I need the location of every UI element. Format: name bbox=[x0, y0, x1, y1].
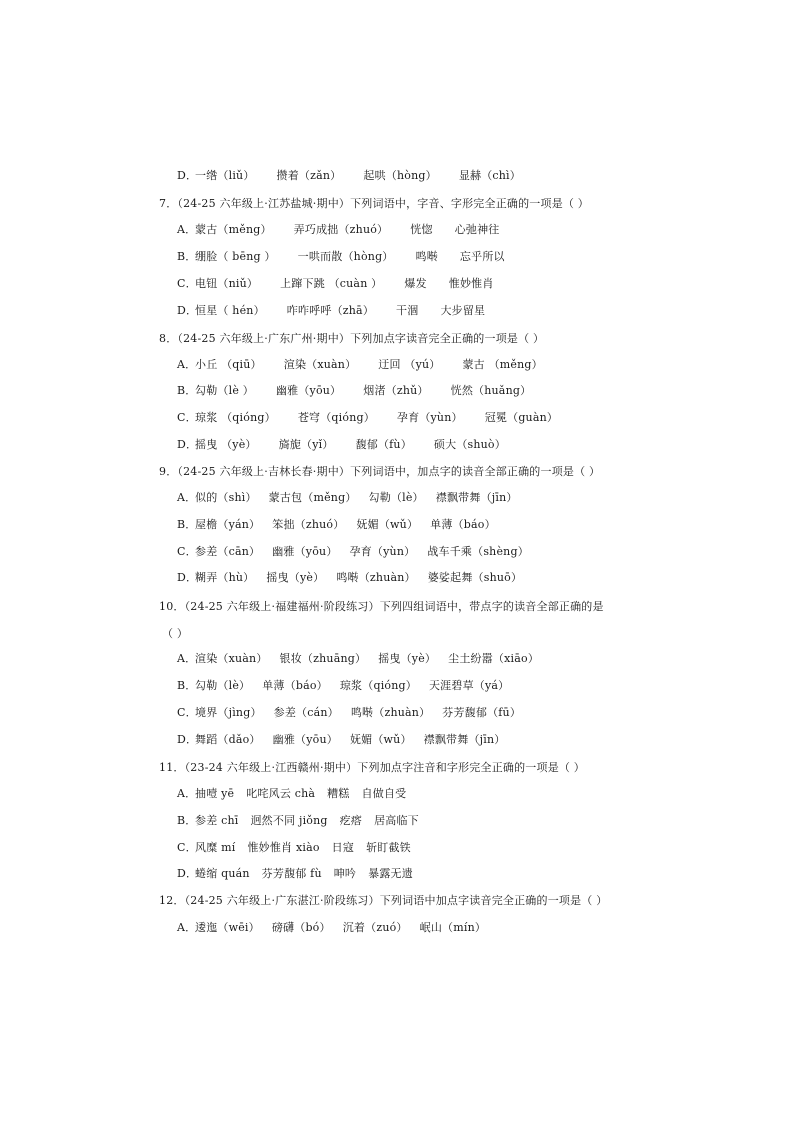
option-label: C． bbox=[177, 277, 197, 290]
option-label: B． bbox=[177, 518, 197, 531]
question-stem: 11．（23-24 六年级上·江西赣州·期中）下列加点字注音和字形完全正确的一项是（ ） bbox=[159, 761, 585, 774]
answer-option bbox=[177, 357, 565, 373]
option-word: 战车千乘（shèng） bbox=[427, 545, 529, 558]
option-word: 惟妙惟肖 xiào bbox=[247, 841, 320, 854]
option-label: A． bbox=[177, 491, 197, 504]
option-label: A． bbox=[177, 787, 197, 800]
option-word: 风糜 mí bbox=[195, 841, 236, 854]
option-word: 叱咤风云 chà bbox=[246, 787, 316, 800]
option-word: 蒙古 （měng） bbox=[462, 358, 543, 371]
option-word: 咋咋呼呼（zhā） bbox=[286, 304, 375, 317]
option-word: 迥然不同 jiǒng bbox=[250, 814, 328, 827]
option-word: 显赫（chì） bbox=[458, 169, 521, 182]
option-word: 馥郁（fù） bbox=[355, 438, 412, 451]
option-word: 起哄（hòng） bbox=[363, 169, 437, 182]
answer-option bbox=[177, 517, 508, 533]
option-word: 参差 chī bbox=[195, 814, 239, 827]
option-word: 似的（shì） bbox=[195, 491, 257, 504]
answer-option bbox=[177, 303, 507, 319]
option-word: 鸣啭（zhuàn） bbox=[336, 571, 416, 584]
option-word: 岷山（mín） bbox=[419, 921, 487, 934]
option-word: 日寇 bbox=[331, 841, 355, 854]
option-word: 糊弄（hù） bbox=[195, 571, 255, 584]
option-word: 抽噎 yē bbox=[195, 787, 235, 800]
option-word: 忘乎所以 bbox=[459, 250, 505, 263]
answer-option bbox=[177, 249, 527, 265]
option-word: 爆发 bbox=[404, 277, 427, 290]
option-word: 心弛神往 bbox=[454, 223, 500, 236]
answer-option bbox=[177, 651, 551, 667]
option-word: 冠冕（guàn） bbox=[484, 411, 559, 424]
option-word: 襟飘带舞（jīn） bbox=[423, 733, 506, 746]
option-word: 居高临下 bbox=[374, 814, 419, 827]
option-word: 糟糕 bbox=[327, 787, 350, 800]
option-word: 干涸 bbox=[396, 304, 419, 317]
answer-option bbox=[177, 813, 431, 829]
option-word: 摇曳（yè） bbox=[378, 652, 437, 665]
option-word: 琼浆（qióng） bbox=[339, 679, 417, 692]
question-stem: 9．（24-25 六年级上·吉林长春·期中）下列词语中，加点字的读音全部正确的一项是（ ） bbox=[159, 465, 601, 478]
option-word: 笨拙（zhuó） bbox=[272, 518, 345, 531]
option-word: 幽雅（yōu） bbox=[272, 733, 338, 746]
question-stem: 12．（24-25 六年级上·广东湛江·阶段练习）下列词语中加点字读音完全正确的一项是（ ） bbox=[159, 894, 608, 907]
option-word: 芬芳馥郁（fū） bbox=[442, 706, 522, 719]
question-stem: 8．（24-25 六年级上·广东广州·期中）下列加点字读音完全正确的一项是（ ） bbox=[159, 332, 545, 345]
option-word: 恍惚 bbox=[410, 223, 433, 236]
option-word: 小丘 （qiū） bbox=[195, 358, 262, 371]
option-label: C． bbox=[177, 841, 197, 854]
option-label: C． bbox=[177, 706, 197, 719]
option-word: 幽雅（yōu） bbox=[272, 545, 338, 558]
answer-option bbox=[177, 490, 530, 506]
answer-option bbox=[177, 786, 418, 802]
option-word: 鸣啭（zhuàn） bbox=[350, 706, 431, 719]
option-word: 绷脸（ bēng ） bbox=[195, 250, 276, 263]
option-word: 上蹿下跳 （cuàn ） bbox=[280, 277, 383, 290]
option-word: 惟妙惟肖 bbox=[448, 277, 494, 290]
answer-option bbox=[177, 410, 580, 426]
option-word: 襟飘带舞（jīn） bbox=[435, 491, 518, 504]
option-word: 一哄而散（hòng） bbox=[297, 250, 394, 263]
option-word: 芬芳馥郁 fù bbox=[261, 867, 322, 880]
option-word: 电钮（niǔ） bbox=[195, 277, 259, 290]
option-word: 渲染（xuàn） bbox=[195, 652, 268, 665]
option-word: 一绺（liǔ） bbox=[195, 169, 255, 182]
option-word: 参差（cān） bbox=[195, 545, 261, 558]
option-word: 蒙古包（měng） bbox=[268, 491, 357, 504]
option-word: 烟渚（zhǔ） bbox=[363, 384, 429, 397]
answer-option bbox=[177, 168, 543, 184]
option-word: 逶迤（wēi） bbox=[195, 921, 260, 934]
option-word: 苍穹（qióng） bbox=[297, 411, 375, 424]
option-label: C． bbox=[177, 545, 197, 558]
option-word: 攒着（zǎn） bbox=[276, 169, 342, 182]
option-label: B． bbox=[177, 250, 197, 263]
answer-option bbox=[177, 570, 534, 586]
option-label: B． bbox=[177, 679, 197, 692]
option-word: 恒星（ hén） bbox=[195, 304, 265, 317]
option-word: 硕大（shuò） bbox=[433, 438, 506, 451]
option-label: D． bbox=[177, 304, 198, 317]
question-stem: 7．（24-25 六年级上·江苏盐城·期中）下列词语中，字音、字形完全正确的一项是（ ） bbox=[159, 197, 589, 210]
option-word: 勾勒（lè） bbox=[368, 491, 424, 504]
option-word: 单薄（báo） bbox=[262, 679, 328, 692]
answer-option bbox=[177, 544, 541, 560]
option-word: 妩媚（wǔ） bbox=[349, 733, 412, 746]
option-word: 境界（jìng） bbox=[195, 706, 262, 719]
option-word: 斩盯截铁 bbox=[366, 841, 411, 854]
option-word: 呻吟 bbox=[333, 867, 357, 880]
option-word: 渲染（xuàn） bbox=[283, 358, 357, 371]
option-word: 弄巧成拙（zhuó） bbox=[293, 223, 389, 236]
option-label: D． bbox=[177, 169, 198, 182]
option-label: A． bbox=[177, 223, 197, 236]
option-label: B． bbox=[177, 814, 197, 827]
option-word: 蒙古（měng） bbox=[195, 223, 272, 236]
option-label: A． bbox=[177, 652, 197, 665]
option-label: A． bbox=[177, 358, 197, 371]
option-word: 磅礴（bó） bbox=[271, 921, 331, 934]
option-word: 摇曳（yè） bbox=[266, 571, 325, 584]
option-label: A． bbox=[177, 921, 197, 934]
answer-option bbox=[177, 437, 528, 453]
answer-option bbox=[177, 840, 423, 856]
question-stem: 10．（24-25 六年级上·福建福州·阶段练习）下列四组词语中，带点字的读音全部正确的是 bbox=[159, 600, 604, 613]
option-word: 沉着（zuó） bbox=[342, 921, 408, 934]
answer-option bbox=[177, 276, 516, 292]
option-word: 幽雅（yōu） bbox=[275, 384, 342, 397]
option-word: 疙瘩 bbox=[339, 814, 363, 827]
option-word: 天涯碧草（yá） bbox=[428, 679, 510, 692]
option-word: 摇曳 （yè） bbox=[195, 438, 257, 451]
answer-option bbox=[177, 222, 521, 238]
option-word: 自做自受 bbox=[361, 787, 407, 800]
option-label: D． bbox=[177, 571, 198, 584]
answer-option bbox=[177, 732, 517, 748]
option-word: 大步留星 bbox=[440, 304, 486, 317]
answer-blank: （ ） bbox=[162, 627, 189, 640]
option-word: 孕育（yùn） bbox=[396, 411, 463, 424]
option-word: 恍然（huǎng） bbox=[450, 384, 532, 397]
option-word: 妩媚（wǔ） bbox=[356, 518, 419, 531]
answer-option bbox=[177, 920, 498, 936]
option-word: 孕育（yùn） bbox=[349, 545, 416, 558]
option-word: 鸣啭 bbox=[415, 250, 438, 263]
option-word: 暴露无遗 bbox=[368, 867, 413, 880]
answer-option bbox=[177, 866, 425, 882]
option-label: C． bbox=[177, 411, 197, 424]
option-word: 参差（cán） bbox=[273, 706, 339, 719]
option-word: 琼浆 （qióng） bbox=[195, 411, 276, 424]
option-word: 迂回 （yú） bbox=[378, 358, 441, 371]
option-word: 婆娑起舞（shuō） bbox=[427, 571, 523, 584]
option-label: B． bbox=[177, 384, 197, 397]
option-word: 银妆（zhuāng） bbox=[279, 652, 367, 665]
option-word: 蜷缩 quán bbox=[195, 867, 250, 880]
option-word: 尘土纷嚣（xiāo） bbox=[448, 652, 540, 665]
answer-option bbox=[177, 383, 553, 399]
option-label: D． bbox=[177, 733, 198, 746]
option-word: 屋檐（yán） bbox=[195, 518, 261, 531]
option-word: 勾勒（lè） bbox=[195, 679, 251, 692]
answer-option bbox=[177, 678, 521, 694]
option-word: 舞蹈（dǎo） bbox=[195, 733, 261, 746]
option-word: 单薄（báo） bbox=[430, 518, 496, 531]
option-word: 勾勒（lè ） bbox=[195, 384, 254, 397]
answer-option bbox=[177, 705, 533, 721]
option-label: D． bbox=[177, 867, 198, 880]
option-word: 旖旎（yǐ） bbox=[278, 438, 334, 451]
option-label: D． bbox=[177, 438, 198, 451]
